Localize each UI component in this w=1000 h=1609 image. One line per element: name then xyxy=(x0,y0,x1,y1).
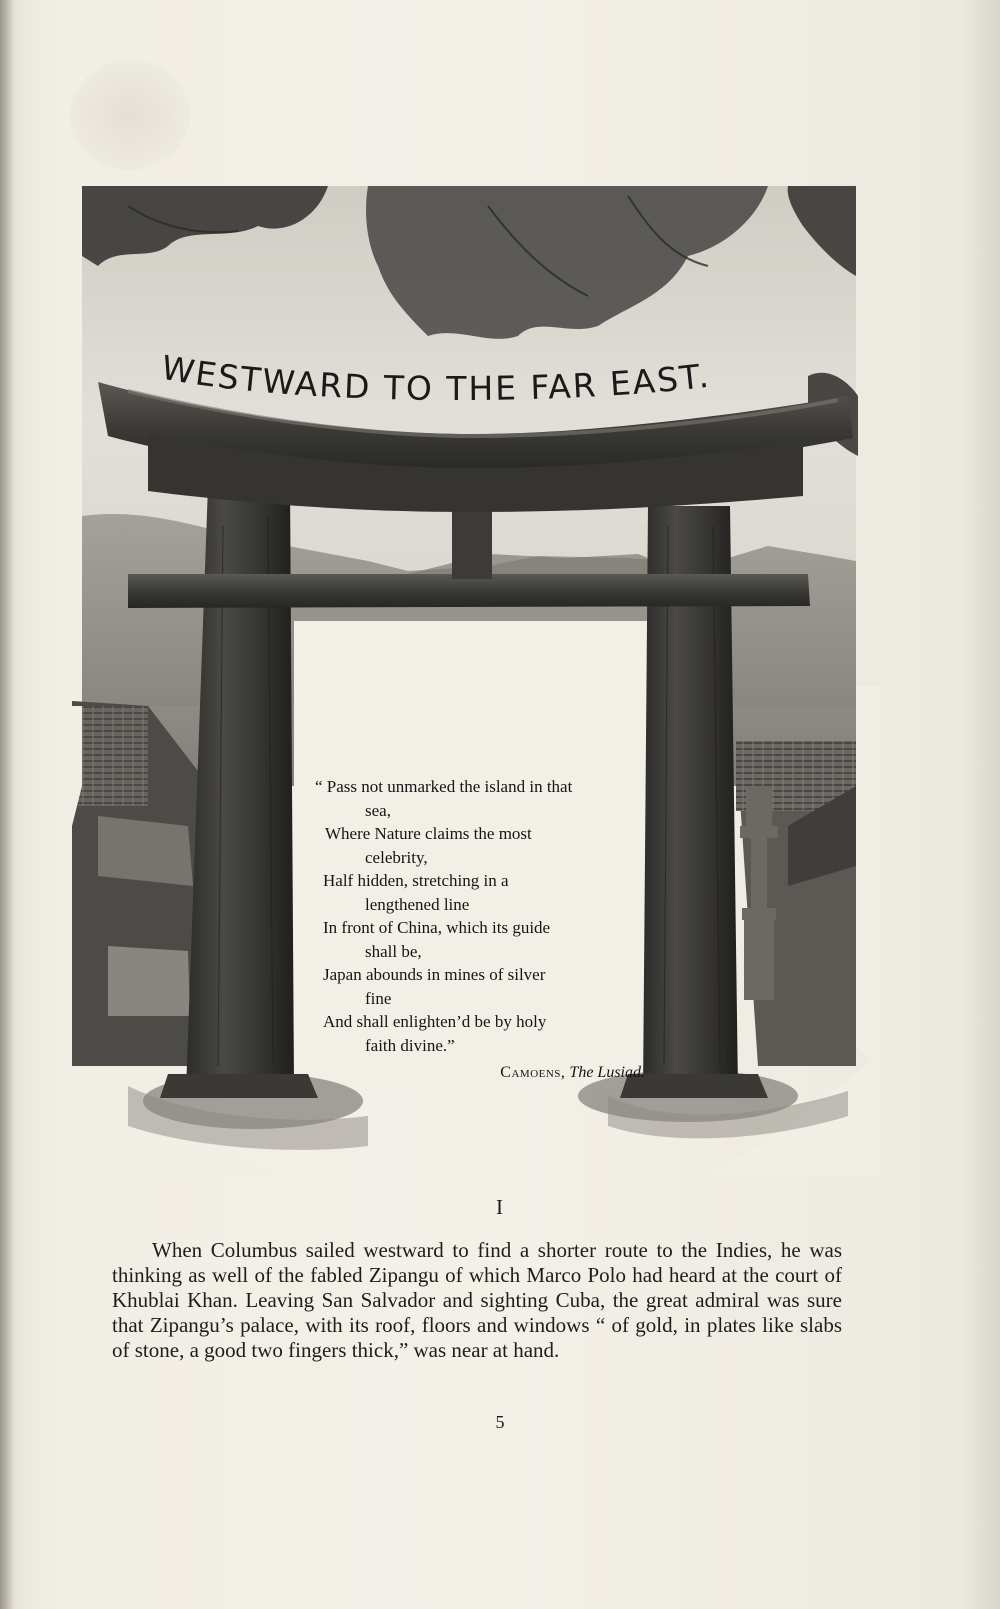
epigraph-author: Camoens, xyxy=(500,1064,566,1081)
chapter-number: I xyxy=(496,1195,504,1219)
gate-caption xyxy=(68,186,880,446)
epigraph-line: shall be, xyxy=(365,941,422,961)
epigraph-line: fine xyxy=(365,988,392,1008)
spine-shadow xyxy=(0,0,14,1609)
epigraph-work: The Lusiad. xyxy=(569,1064,645,1081)
epigraph-line: sea, xyxy=(365,800,391,820)
epigraph-line: Where Nature claims the most xyxy=(325,824,532,843)
svg-text:WESTWARD TO THE FAR EAST. xyxy=(159,348,713,408)
epigraph-line: celebrity, xyxy=(365,847,428,867)
body-paragraph: When Columbus sailed westward to find a shorter route to the Indies, he was thinking as well of the fabled Zipangu of which Marco Polo had heard at the court of Khublai Khan. Leaving San Salvador and sighting Cuba, the great admiral was sure that Zipangu’s palace, with its roof, floors and windows “ of gold, in plates like slabs of stone, a good two fingers thick,” was near at hand. xyxy=(112,1238,842,1362)
paper-stain xyxy=(70,60,190,170)
epigraph xyxy=(315,775,655,1085)
epigraph-line: And shall enlighten’d be by holy xyxy=(323,1012,547,1031)
page-number: 5 xyxy=(495,1412,505,1432)
epigraph-line: faith divine.” xyxy=(365,1035,455,1055)
epigraph-line: Half hidden, stretching in a xyxy=(323,871,509,890)
epigraph-line: In front of China, which its guide xyxy=(323,918,551,937)
gate-caption-text: WESTWARD TO THE FAR EAST. xyxy=(158,347,713,409)
epigraph-line: Japan abounds in mines of silver xyxy=(323,965,546,984)
epigraph-line: lengthened line xyxy=(365,894,470,914)
epigraph-attribution xyxy=(315,1061,655,1085)
epigraph-line: “ Pass not unmarked the island in that xyxy=(315,777,573,796)
